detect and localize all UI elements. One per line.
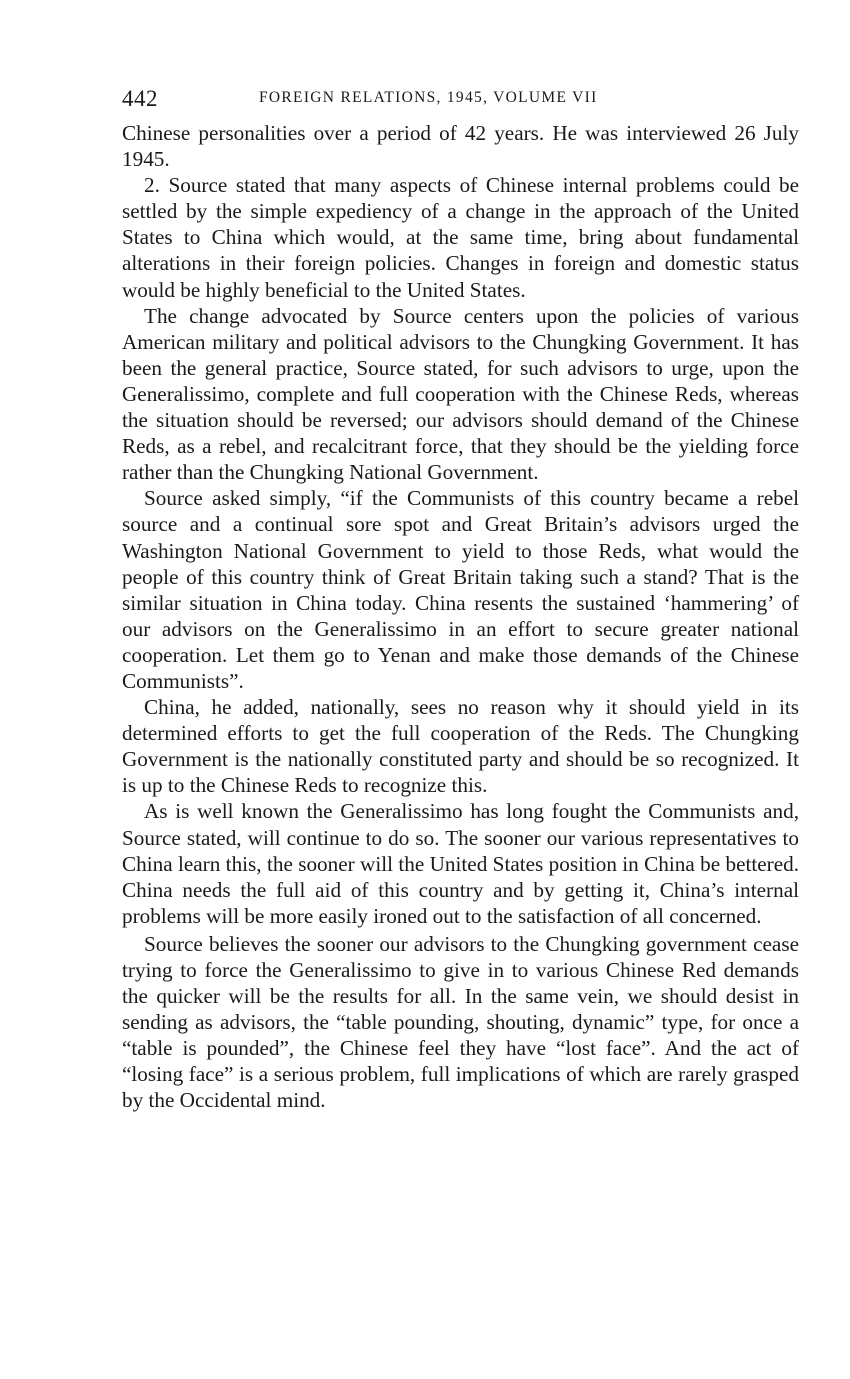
paragraph-continued: Chinese personalities over a period of 42 years. He was interviewed 26 July 1945. xyxy=(122,121,799,172)
paragraph-source-statement: 2. Source stated that many aspects of Chinese internal problems could be settled by the simple expediency of a change in the approach of the United States to China which would, at the same time, bring about fundamental alterations in their foreign policies. Changes in foreign and domestic status would be highly beneficial to the United States. xyxy=(122,173,799,302)
body-text xyxy=(122,120,799,1114)
paragraph-advisors-policy: The change advocated by Source centers upon the policies of various American military and political advisors to the Chungking Government. It has been the general practice, Source stated, for such advisors to urge, upon the Generalissimo, complete and full cooperation with the Chinese Reds, whereas the situation should be reversed; our advisors should demand of the Chinese Reds, as a rebel, and recalcitrant force, that they should be the yielding force rather than the Chungking National Government. xyxy=(122,303,799,485)
paragraph-face: Source believes the sooner our advisors to the Chungking government cease trying to force the Generalissimo to give in to various Chinese Red demands the quicker will be the results for all. In the same vein, we should desist in sending as advisors, the “table pounding, shouting, dynamic” type, for once a “table is pounded”, the Chinese feel they have “lost face”. And the act of “losing face” is a serious problem, full implications of which are rarely grasped by the Occidental mind. xyxy=(122,931,799,1113)
paragraph-source-question: Source asked simply, “if the Communists of this country became a rebel source and a continual sore spot and Great Britain’s advisors urged the Washington National Government to yield to those Reds, what would the people of this country think of Great Britain taking such a stand? That is the similar situation in China today. China resents the sustained ‘hammering’ of our advisors on the Generalissimo in an effort to secure greater national cooperation. Let them go to Yenan and make those demands of the Chinese Communists”. xyxy=(122,486,799,693)
page-header xyxy=(122,80,799,120)
document-page xyxy=(122,80,799,1114)
page-number: 442 xyxy=(122,86,158,111)
paragraph-china-yield: China, he added, nationally, sees no reason why it should yield in its determined efforts to get the full cooperation of the Reds. The Chungking Government is the nationally constituted party and should be so recognized. It is up to the Chinese Reds to recognize this. xyxy=(122,695,799,798)
paragraph-generalissimo: As is well known the Generalissimo has long fought the Communists and, Source stated, will continue to do so. The sooner our various representatives to China learn this, the sooner will the United States position in China be bettered. China needs the full aid of this country and by getting it, China’s internal problems will be more easily ironed out to the satisfaction of all concerned. xyxy=(122,799,799,928)
running-head: FOREIGN RELATIONS, 1945, VOLUME VII xyxy=(259,89,598,106)
